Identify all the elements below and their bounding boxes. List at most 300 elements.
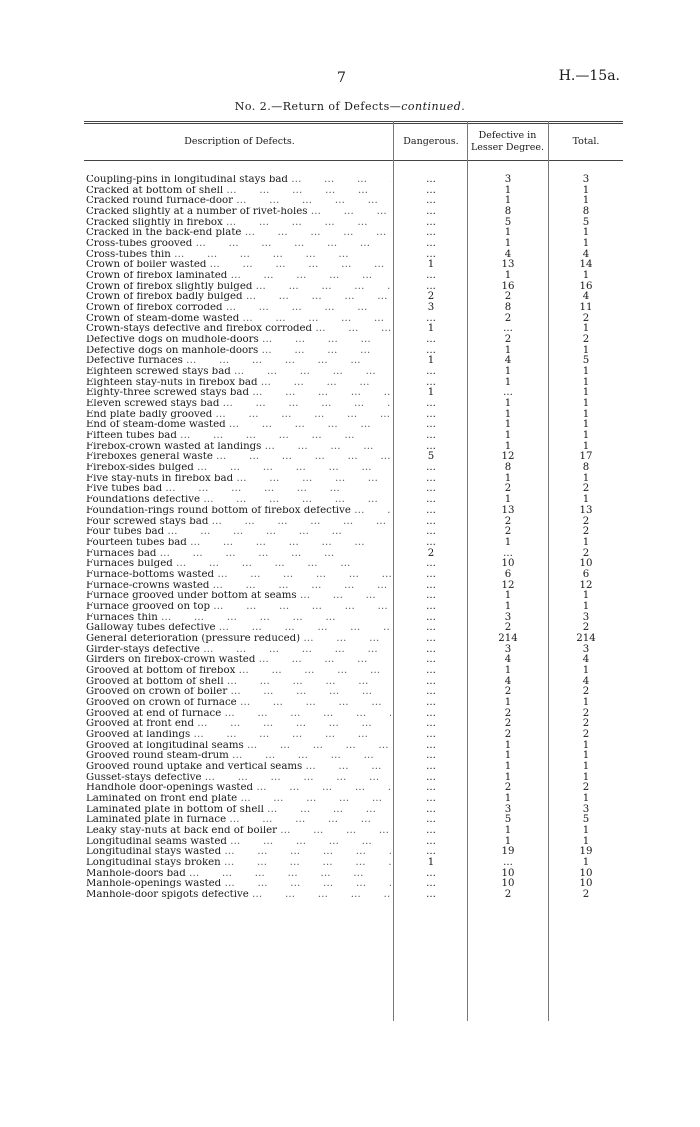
defect-description: Furnace-bottoms wasted … … … … … … xyxy=(86,570,391,581)
table-row xyxy=(0,282,700,293)
defect-description: Longitudinal stays wasted … … … … … … xyxy=(86,847,391,858)
lesser-degree-count: 1 xyxy=(504,664,512,676)
lesser-degree-count: 1 xyxy=(504,270,512,282)
table-row xyxy=(0,367,700,378)
total-count: 11 xyxy=(579,302,593,314)
defect-description: Grooved at front end … … … … … … xyxy=(86,719,391,730)
total-count: 5 xyxy=(582,355,590,367)
total-count: 1 xyxy=(582,408,590,420)
table-row xyxy=(0,559,700,570)
table-row xyxy=(0,762,700,773)
defect-description: Girder-stays defective … … … … … … xyxy=(86,645,391,656)
dangerous-count: ... xyxy=(426,814,436,826)
table-row xyxy=(0,698,700,709)
table-row xyxy=(0,517,700,528)
dangerous-count: ... xyxy=(426,889,436,901)
total-count: 214 xyxy=(576,632,596,644)
lesser-degree-count: 10 xyxy=(501,558,515,570)
dangerous-count: ... xyxy=(426,440,436,452)
defect-description: Cracked round furnace-door … … … … … … xyxy=(86,196,391,207)
lesser-degree-count: ... xyxy=(503,857,513,868)
dangerous-count: ... xyxy=(426,792,436,804)
table-row xyxy=(0,634,700,645)
total-count: 4 xyxy=(582,675,590,687)
dangerous-count: ... xyxy=(426,462,436,474)
defect-description: Eighteen stay-nuts in firebox bad … … … … … … xyxy=(86,378,391,389)
lesser-degree-count: 3 xyxy=(504,174,512,185)
total-count: 2 xyxy=(582,707,590,719)
dangerous-count: ... xyxy=(426,739,436,751)
defect-description: Cross-tubes grooved … … … … … … xyxy=(86,239,391,250)
defect-description: Grooved round steam-drum … … … … … … xyxy=(86,751,391,762)
table-row xyxy=(0,858,700,869)
table-row xyxy=(0,847,700,858)
defect-description: Foundation-rings round bottom of firebox defective … … … … … … xyxy=(86,506,391,517)
column-header-dangerous: Dangerous. xyxy=(403,136,459,147)
defect-description: Five stay-nuts in firebox bad … … … … … … xyxy=(86,474,391,485)
total-count: 1 xyxy=(582,494,590,506)
dangerous-count: ... xyxy=(426,227,436,239)
dangerous-count: ... xyxy=(426,270,436,282)
lesser-degree-count: 1 xyxy=(504,366,512,378)
total-count: 1 xyxy=(582,366,590,378)
table-row xyxy=(0,356,700,367)
lesser-degree-count: 12 xyxy=(501,579,515,591)
table-row xyxy=(0,420,700,431)
total-count: 1 xyxy=(582,376,590,388)
dangerous-count: ... xyxy=(426,344,436,356)
lesser-degree-count: 1 xyxy=(504,195,512,207)
lesser-degree-count: 1 xyxy=(504,824,512,836)
defect-description: Five tubes bad … … … … … … xyxy=(86,484,391,495)
lesser-degree-count: 1 xyxy=(504,398,512,410)
total-count: 16 xyxy=(579,280,593,292)
table-row xyxy=(0,260,700,271)
dangerous-count: ... xyxy=(426,238,436,250)
total-count: 1 xyxy=(582,792,590,804)
table-row xyxy=(0,869,700,880)
dangerous-count: ... xyxy=(426,312,436,324)
lesser-degree-count: 12 xyxy=(501,451,515,463)
dangerous-count: 1 xyxy=(427,355,435,367)
lesser-degree-count: 2 xyxy=(504,312,512,324)
defect-description: Laminated plate in furnace … … … … … … xyxy=(86,815,391,826)
total-count: 2 xyxy=(582,686,590,698)
dangerous-count: ... xyxy=(426,696,436,708)
total-count: 3 xyxy=(582,611,590,623)
total-count: 1 xyxy=(582,440,590,452)
defect-description: Eighteen screwed stays bad … … … … … … xyxy=(86,367,391,378)
total-count: 1 xyxy=(582,536,590,548)
total-count: 2 xyxy=(582,889,590,901)
dangerous-count: ... xyxy=(426,483,436,495)
lesser-degree-count: 2 xyxy=(504,707,512,719)
total-count: 10 xyxy=(579,867,593,879)
defect-description: Manhole-doors bad … … … … … … xyxy=(86,869,391,880)
defect-description: Grooved at longitudinal seams … … … … … … xyxy=(86,741,391,752)
lesser-degree-count: 1 xyxy=(504,440,512,452)
total-count: 4 xyxy=(582,291,590,303)
defect-description: Crown of firebox laminated … … … … … … xyxy=(86,271,391,282)
lesser-degree-count: 2 xyxy=(504,728,512,740)
lesser-degree-count: 19 xyxy=(501,846,515,858)
total-count: 2 xyxy=(582,782,590,794)
lesser-degree-count: 1 xyxy=(504,739,512,751)
dangerous-count: ... xyxy=(426,750,436,762)
dangerous-count: ... xyxy=(426,248,436,260)
table-row xyxy=(0,591,700,602)
lesser-degree-count: 8 xyxy=(504,206,512,218)
dangerous-count: ... xyxy=(426,494,436,506)
total-count: 1 xyxy=(582,195,590,207)
dangerous-count: ... xyxy=(426,419,436,431)
total-count: 2 xyxy=(582,334,590,346)
dangerous-count: ... xyxy=(426,771,436,783)
lesser-degree-count: 5 xyxy=(504,814,512,826)
defect-description: Fourteen tubes bad … … … … … … xyxy=(86,538,391,549)
table-row xyxy=(0,773,700,784)
total-count: 2 xyxy=(582,622,590,634)
defect-description: Leaky stay-nuts at back end of boiler … … … … … … xyxy=(86,826,391,837)
table-title xyxy=(0,100,700,113)
table-row xyxy=(0,186,700,197)
table-row xyxy=(0,655,700,666)
dangerous-count: ... xyxy=(426,398,436,410)
total-count: 2 xyxy=(582,483,590,495)
total-count: 1 xyxy=(582,696,590,708)
dangerous-count: ... xyxy=(426,430,436,442)
table-row xyxy=(0,751,700,762)
lesser-degree-count: 10 xyxy=(501,867,515,879)
lesser-degree-count: 1 xyxy=(504,184,512,196)
lesser-degree-count: 1 xyxy=(504,430,512,442)
defect-description: Crown of steam-dome wasted … … … … … … xyxy=(86,314,391,325)
total-count: 1 xyxy=(582,344,590,356)
lesser-degree-count: 1 xyxy=(504,238,512,250)
dangerous-count: ... xyxy=(426,867,436,879)
dangerous-count: ... xyxy=(426,835,436,847)
table-row xyxy=(0,335,700,346)
table-row xyxy=(0,730,700,741)
total-count: 8 xyxy=(582,462,590,474)
dangerous-count: 2 xyxy=(427,291,435,303)
table-row xyxy=(0,399,700,410)
defect-description: Longitudinal seams wasted … … … … … … xyxy=(86,837,391,848)
defect-description: Manhole-door spigots defective … … … … … … xyxy=(86,890,391,901)
total-count: 13 xyxy=(579,504,593,516)
dangerous-count: ... xyxy=(426,174,436,185)
dangerous-count: ... xyxy=(426,643,436,655)
total-count: 12 xyxy=(579,579,593,591)
lesser-degree-count: ... xyxy=(503,387,513,399)
lesser-degree-count: ... xyxy=(503,547,513,559)
table-row xyxy=(0,890,700,901)
dangerous-count: ... xyxy=(426,206,436,218)
dangerous-count: ... xyxy=(426,558,436,570)
lesser-degree-count: 4 xyxy=(504,248,512,260)
lesser-degree-count: 1 xyxy=(504,835,512,847)
table-row xyxy=(0,207,700,218)
lesser-degree-count: 1 xyxy=(504,494,512,506)
lesser-degree-count: 2 xyxy=(504,718,512,730)
defect-description: Firebox-crown wasted at landings … … … … … … xyxy=(86,442,391,453)
total-count: 2 xyxy=(582,728,590,740)
dangerous-count: ... xyxy=(426,280,436,292)
table-row xyxy=(0,378,700,389)
defect-description: Crown of firebox slightly bulged … … … … … … xyxy=(86,282,391,293)
lesser-degree-count: 13 xyxy=(501,504,515,516)
lesser-degree-count: 214 xyxy=(498,632,518,644)
defect-description: Cracked slightly in firebox … … … … … … xyxy=(86,218,391,229)
table-row xyxy=(0,239,700,250)
table-row xyxy=(0,495,700,506)
dangerous-count: ... xyxy=(426,622,436,634)
dangerous-count: ... xyxy=(426,216,436,228)
total-count: 1 xyxy=(582,238,590,250)
defect-description: Defective dogs on mudhole-doors … … … … … … xyxy=(86,335,391,346)
dangerous-count: ... xyxy=(426,760,436,772)
total-count: 4 xyxy=(582,248,590,260)
table-row xyxy=(0,815,700,826)
lesser-degree-count: 4 xyxy=(504,654,512,666)
total-count: 1 xyxy=(582,398,590,410)
table-row xyxy=(0,666,700,677)
lesser-degree-count: 8 xyxy=(504,302,512,314)
lesser-degree-count: 1 xyxy=(504,792,512,804)
defect-description: Gusset-stays defective … … … … … … xyxy=(86,773,391,784)
table-row xyxy=(0,783,700,794)
dangerous-count: 1 xyxy=(427,259,435,271)
table-row xyxy=(0,228,700,239)
dangerous-count: 1 xyxy=(427,387,435,399)
defect-description: Cracked slightly at a number of rivet-holes … … … … … … xyxy=(86,207,391,218)
total-count: 1 xyxy=(582,270,590,282)
table-row xyxy=(0,687,700,698)
lesser-degree-count: 2 xyxy=(504,515,512,527)
dangerous-count: 2 xyxy=(427,547,435,559)
defect-description: Coupling-pins in longitudinal stays bad … … … … … … xyxy=(86,175,391,186)
total-count: 1 xyxy=(582,472,590,484)
defect-description: Furnaces thin … … … … … … xyxy=(86,613,391,624)
total-count: 2 xyxy=(582,718,590,730)
total-count: 1 xyxy=(582,857,590,868)
defect-description: Cross-tubes thin … … … … … … xyxy=(86,250,391,261)
lesser-degree-count: 8 xyxy=(504,462,512,474)
defect-description: Four screwed stays bad … … … … … … xyxy=(86,517,391,528)
total-count: 1 xyxy=(582,227,590,239)
table-row xyxy=(0,613,700,624)
dangerous-count: ... xyxy=(426,824,436,836)
table-row xyxy=(0,463,700,474)
table-row xyxy=(0,805,700,816)
defect-description: General deterioration (pressure reduced) … … … … … … xyxy=(86,634,391,645)
table-title-continued: continued. xyxy=(401,100,466,113)
total-count: 1 xyxy=(582,387,590,399)
total-count: 1 xyxy=(582,590,590,602)
table-row xyxy=(0,837,700,848)
dangerous-count: ... xyxy=(426,568,436,580)
dangerous-count: 1 xyxy=(427,323,435,335)
defect-description: Defective furnaces … … … … … … xyxy=(86,356,391,367)
table-row xyxy=(0,292,700,303)
total-count: 3 xyxy=(582,803,590,815)
defect-description: Laminated on front end plate … … … … … … xyxy=(86,794,391,805)
total-count: 1 xyxy=(582,750,590,762)
dangerous-count: ... xyxy=(426,600,436,612)
defect-description: Crown of boiler wasted … … … … … … xyxy=(86,260,391,271)
dangerous-count: ... xyxy=(426,611,436,623)
lesser-degree-count: 16 xyxy=(501,280,515,292)
lesser-degree-count: 10 xyxy=(501,878,515,890)
dangerous-count: ... xyxy=(426,536,436,548)
dangerous-count: ... xyxy=(426,408,436,420)
dangerous-count: ... xyxy=(426,526,436,538)
defect-description: Cracked in the back-end plate … … … … … … xyxy=(86,228,391,239)
total-count: 19 xyxy=(579,846,593,858)
column-header-total: Total. xyxy=(572,136,600,147)
total-count: 1 xyxy=(582,664,590,676)
table-row xyxy=(0,527,700,538)
lesser-degree-count: 6 xyxy=(504,568,512,580)
total-count: 17 xyxy=(579,451,593,463)
dangerous-count: ... xyxy=(426,472,436,484)
table-row xyxy=(0,645,700,656)
defect-description: Laminated plate in bottom of shell … … … … … … xyxy=(86,805,391,816)
dangerous-count: ... xyxy=(426,782,436,794)
table-row xyxy=(0,452,700,463)
total-count: 2 xyxy=(582,515,590,527)
dangerous-count: 5 xyxy=(427,451,435,463)
column-header-lesser xyxy=(467,130,548,154)
lesser-degree-count: 1 xyxy=(504,472,512,484)
defect-description: Manhole-openings wasted … … … … … … xyxy=(86,879,391,890)
total-count: 3 xyxy=(582,174,590,185)
defect-description: Fireboxes general waste … … … … … … xyxy=(86,452,391,463)
dangerous-count: 1 xyxy=(427,857,435,868)
defect-description: Grooved round uptake and vertical seams … … … … … … xyxy=(86,762,391,773)
defect-description: Grooved at landings … … … … … … xyxy=(86,730,391,741)
dangerous-count: ... xyxy=(426,515,436,527)
defect-description: Furnace-crowns wasted … … … … … … xyxy=(86,581,391,592)
header-top-rule-double xyxy=(84,123,623,124)
table-row xyxy=(0,741,700,752)
table-row xyxy=(0,709,700,720)
total-count: 3 xyxy=(582,643,590,655)
lesser-degree-count: 2 xyxy=(504,889,512,901)
dangerous-count: ... xyxy=(426,654,436,666)
table-row xyxy=(0,794,700,805)
lesser-degree-count: 1 xyxy=(504,750,512,762)
defect-description: Firebox-sides bulged … … … … … … xyxy=(86,463,391,474)
table-row xyxy=(0,303,700,314)
defect-description: Furnace grooved on top … … … … … … xyxy=(86,602,391,613)
table-row xyxy=(0,506,700,517)
total-count: 6 xyxy=(582,568,590,580)
dangerous-count: ... xyxy=(426,707,436,719)
lesser-degree-count: 1 xyxy=(504,227,512,239)
header-bottom-rule xyxy=(84,160,623,161)
lesser-degree-count: 1 xyxy=(504,600,512,612)
table-row xyxy=(0,602,700,613)
total-count: 1 xyxy=(582,323,590,335)
total-count: 1 xyxy=(582,739,590,751)
table-row xyxy=(0,474,700,485)
table-row xyxy=(0,484,700,495)
lesser-degree-count: 2 xyxy=(504,526,512,538)
lesser-degree-count: 2 xyxy=(504,622,512,634)
lesser-degree-count: 1 xyxy=(504,696,512,708)
dangerous-count: ... xyxy=(426,878,436,890)
total-count: 10 xyxy=(579,558,593,570)
dangerous-count: ... xyxy=(426,686,436,698)
defect-description: Furnaces bulged … … … … … … xyxy=(86,559,391,570)
dangerous-count: ... xyxy=(426,184,436,196)
lesser-degree-count: 3 xyxy=(504,643,512,655)
lesser-degree-count: 3 xyxy=(504,803,512,815)
defect-description: Grooved at bottom of firebox … … … … … … xyxy=(86,666,391,677)
table-row xyxy=(0,826,700,837)
defect-description: Grooved at bottom of shell … … … … … … xyxy=(86,677,391,688)
lesser-degree-count: 2 xyxy=(504,483,512,495)
defect-description: Furnaces bad … … … … … … xyxy=(86,549,391,560)
total-count: 1 xyxy=(582,771,590,783)
table-row xyxy=(0,879,700,890)
lesser-degree-count: 2 xyxy=(504,686,512,698)
defect-description: End plate badly grooved … … … … … … xyxy=(86,410,391,421)
lesser-degree-count: 1 xyxy=(504,760,512,772)
defect-description: Fifteen tubes bad … … … … … … xyxy=(86,431,391,442)
document-reference: H.—15a. xyxy=(558,68,620,84)
lesser-degree-count: 2 xyxy=(504,334,512,346)
header-top-rule xyxy=(84,121,623,122)
lesser-degree-count: ... xyxy=(503,323,513,335)
lesser-degree-count: 3 xyxy=(504,611,512,623)
table-row xyxy=(0,442,700,453)
dangerous-count: ... xyxy=(426,579,436,591)
table-row xyxy=(0,218,700,229)
lesser-degree-count: 1 xyxy=(504,419,512,431)
defect-description: Grooved at end of furnace … … … … … … xyxy=(86,709,391,720)
dangerous-count: ... xyxy=(426,664,436,676)
defect-description: Crown-stays defective and firebox corroded … … … … … … xyxy=(86,324,391,335)
defect-description: Foundations defective … … … … … … xyxy=(86,495,391,506)
total-count: 1 xyxy=(582,760,590,772)
defect-description: Grooved on crown of boiler … … … … … … xyxy=(86,687,391,698)
lesser-degree-count: 1 xyxy=(504,344,512,356)
lesser-degree-count: 4 xyxy=(504,355,512,367)
dangerous-count: ... xyxy=(426,504,436,516)
lesser-degree-count: 4 xyxy=(504,675,512,687)
dangerous-count: ... xyxy=(426,366,436,378)
defect-description: Furnace grooved under bottom at seams … … … … … … xyxy=(86,591,391,602)
table-row xyxy=(0,346,700,357)
total-count: 1 xyxy=(582,430,590,442)
dangerous-count: ... xyxy=(426,195,436,207)
total-count: 1 xyxy=(582,824,590,836)
defect-description: End of steam-dome wasted … … … … … … xyxy=(86,420,391,431)
defect-description: Crown of firebox corroded … … … … … … xyxy=(86,303,391,314)
dangerous-count: ... xyxy=(426,846,436,858)
defect-description: Handhole door-openings wasted … … … … … … xyxy=(86,783,391,794)
dangerous-count: ... xyxy=(426,728,436,740)
lesser-degree-count: 2 xyxy=(504,291,512,303)
lesser-degree-count: 1 xyxy=(504,408,512,420)
total-count: 5 xyxy=(582,814,590,826)
column-header-description: Description of Defects. xyxy=(184,136,295,147)
table-row xyxy=(0,677,700,688)
lesser-degree-count: 5 xyxy=(504,216,512,228)
table-row xyxy=(0,324,700,335)
